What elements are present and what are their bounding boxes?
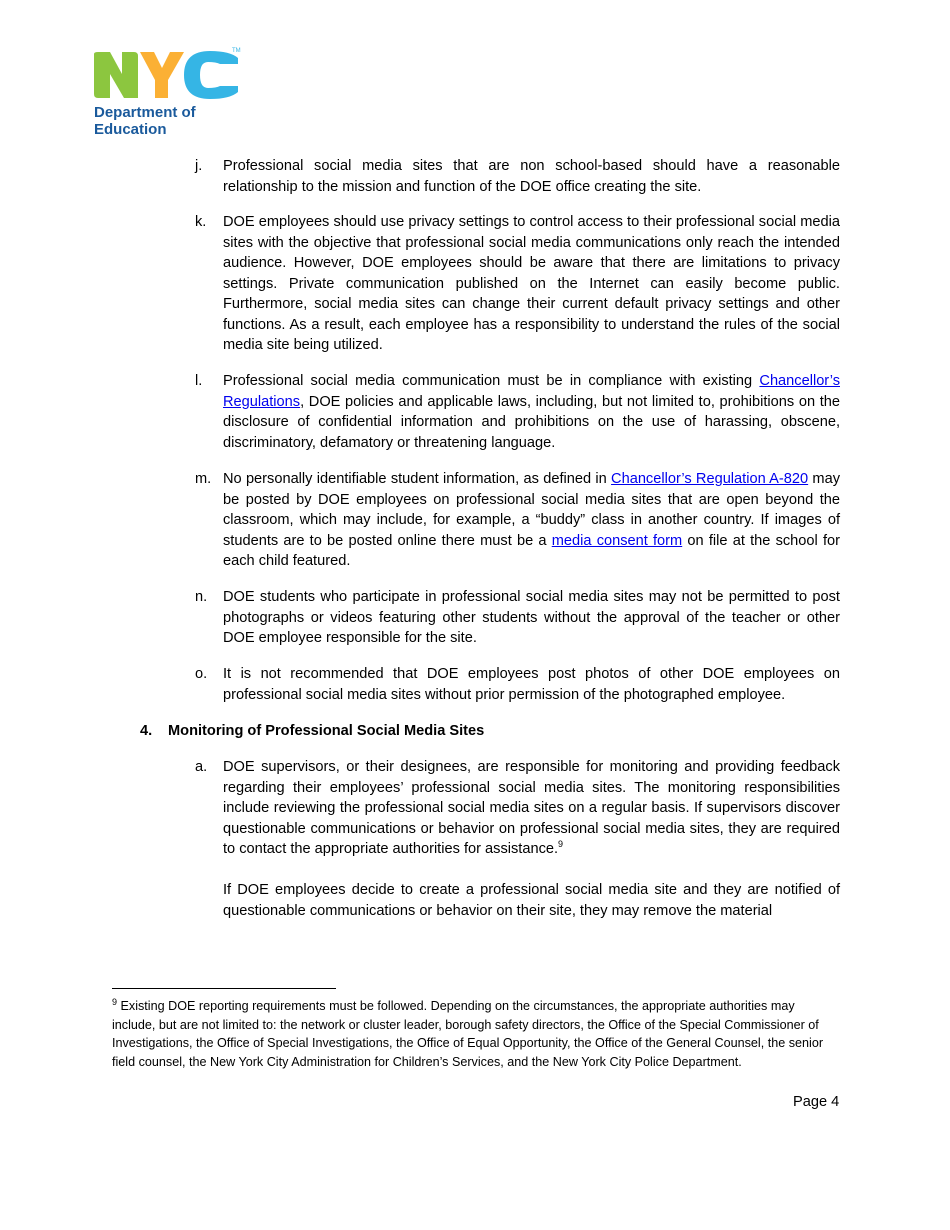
logo-text-line1: Department of [94, 104, 196, 121]
chancellors-regulation-a820-link[interactable]: Chancellor’s Regulation A-820 [611, 471, 809, 487]
list-marker: m. [195, 471, 212, 487]
paragraph-text: If DOE employees decide to create a professional social media site and they are notified of questionable communications or behavior on their site, they may remove the material [223, 882, 840, 919]
footnote [112, 997, 840, 1071]
list-marker: a. [195, 759, 208, 775]
list-item-l [195, 371, 840, 453]
logo-letter-y [140, 52, 184, 98]
section-number: 4. [140, 723, 153, 739]
footnote-reference[interactable]: 9 [558, 839, 564, 850]
nyc-wordmark-logo [92, 50, 240, 100]
list-item-j [195, 156, 840, 197]
list-item-text [223, 371, 840, 453]
section-title: Monitoring of Professional Social Media Sites [168, 723, 485, 739]
list-item-text [223, 757, 840, 860]
list-item-text: DOE students who participate in professional social media sites may not be permitted to post photographs or videos featuring other students without the approval of the teacher or other DOE employee responsible for the site. [223, 589, 840, 646]
text-segment: No personally identifiable student information, as defined in [223, 471, 612, 487]
list-item-text: Professional social media sites that are non school-based should have a reasonable relationship to the mission and function of the DOE office creating the site. [223, 158, 840, 195]
trademark-mark: TM [232, 48, 241, 54]
list-item-n [195, 587, 840, 649]
text-segment: , DOE policies and applicable laws, including, but not limited to, prohibitions on the disclosure of confidential information and prohibitions on the use of harassing, obscene, discriminatory, defamatory or threatening language. [223, 393, 840, 451]
list-item-text: It is not recommended that DOE employees post photos of other DOE employees on professional social media sites without prior permission of the photographed employee. [223, 666, 840, 703]
text-segment: DOE supervisors, or their designees, are responsible for monitoring and providing feedback regarding their employees’ professional social media sites. The monitoring responsibilities include reviewing the professional social media sites on a regular basis. If supervisors discover questionable communications or behavior on professional social media sites, they are required to contact the appropriate authorities for assistance. [223, 759, 840, 857]
text-segment: Professional social media communication must be in compliance with existing [223, 373, 760, 389]
logo-letter-n [94, 52, 138, 98]
text-segment: on file at the school for each child featured. [223, 532, 840, 569]
list-item-k [195, 212, 840, 356]
page-number: Page 4 [793, 1094, 840, 1110]
list-item-m [195, 469, 840, 572]
list-item-o [195, 664, 840, 705]
continuation-paragraph [195, 880, 840, 921]
footnote-text: Existing DOE reporting requirements must be followed. Depending on the circumstances, the appropriate authorities may include, but are not limited to: the network or cluster leader, borough safety directors, the Office of the Special Commissioner of Investigations, the Office of Special Investigations, the Office of Equal Opportunity, the Office of the General Counsel, the senior field counsel, the New York City Administration for Children’s Services, and the New York City Police Department. [112, 999, 824, 1069]
chancellors-regulations-link[interactable]: Chancellor’s Regulations [223, 373, 840, 410]
logo-letter-c [184, 51, 238, 99]
section-item-a [195, 757, 840, 860]
list-item-text [223, 469, 840, 572]
list-marker: l. [195, 373, 203, 389]
list-marker: n. [195, 589, 208, 605]
footnote-number: 9 [112, 996, 118, 1007]
footnote-divider [112, 988, 336, 989]
section-heading [140, 721, 484, 741]
nyc-doe-logo [92, 48, 242, 140]
list-marker: k. [195, 214, 207, 230]
list-marker: o. [195, 666, 208, 682]
text-segment: may be posted by DOE employees on professional social media sites that are open beyond the classroom, which may include, for example, a “buddy” class in another country. If images of students are to be posted online there must be a [223, 471, 840, 549]
logo-text-line2: Education [94, 121, 167, 138]
logo-department-text [94, 104, 196, 138]
list-item-text: DOE employees should use privacy settings to control access to their professional social media sites with the objective that professional social media communications only reach the intended audience. However, DOE employees should be aware that there are limitations to privacy settings. Private communication published on the Internet can easily become public. Furthermore, social media sites can change their current default privacy settings and other functions. As a result, each employee has a responsibility to understand the rules of the social media site being utilized. [223, 214, 840, 353]
media-consent-form-link[interactable]: media consent form [551, 532, 683, 549]
list-marker: j. [195, 158, 203, 174]
